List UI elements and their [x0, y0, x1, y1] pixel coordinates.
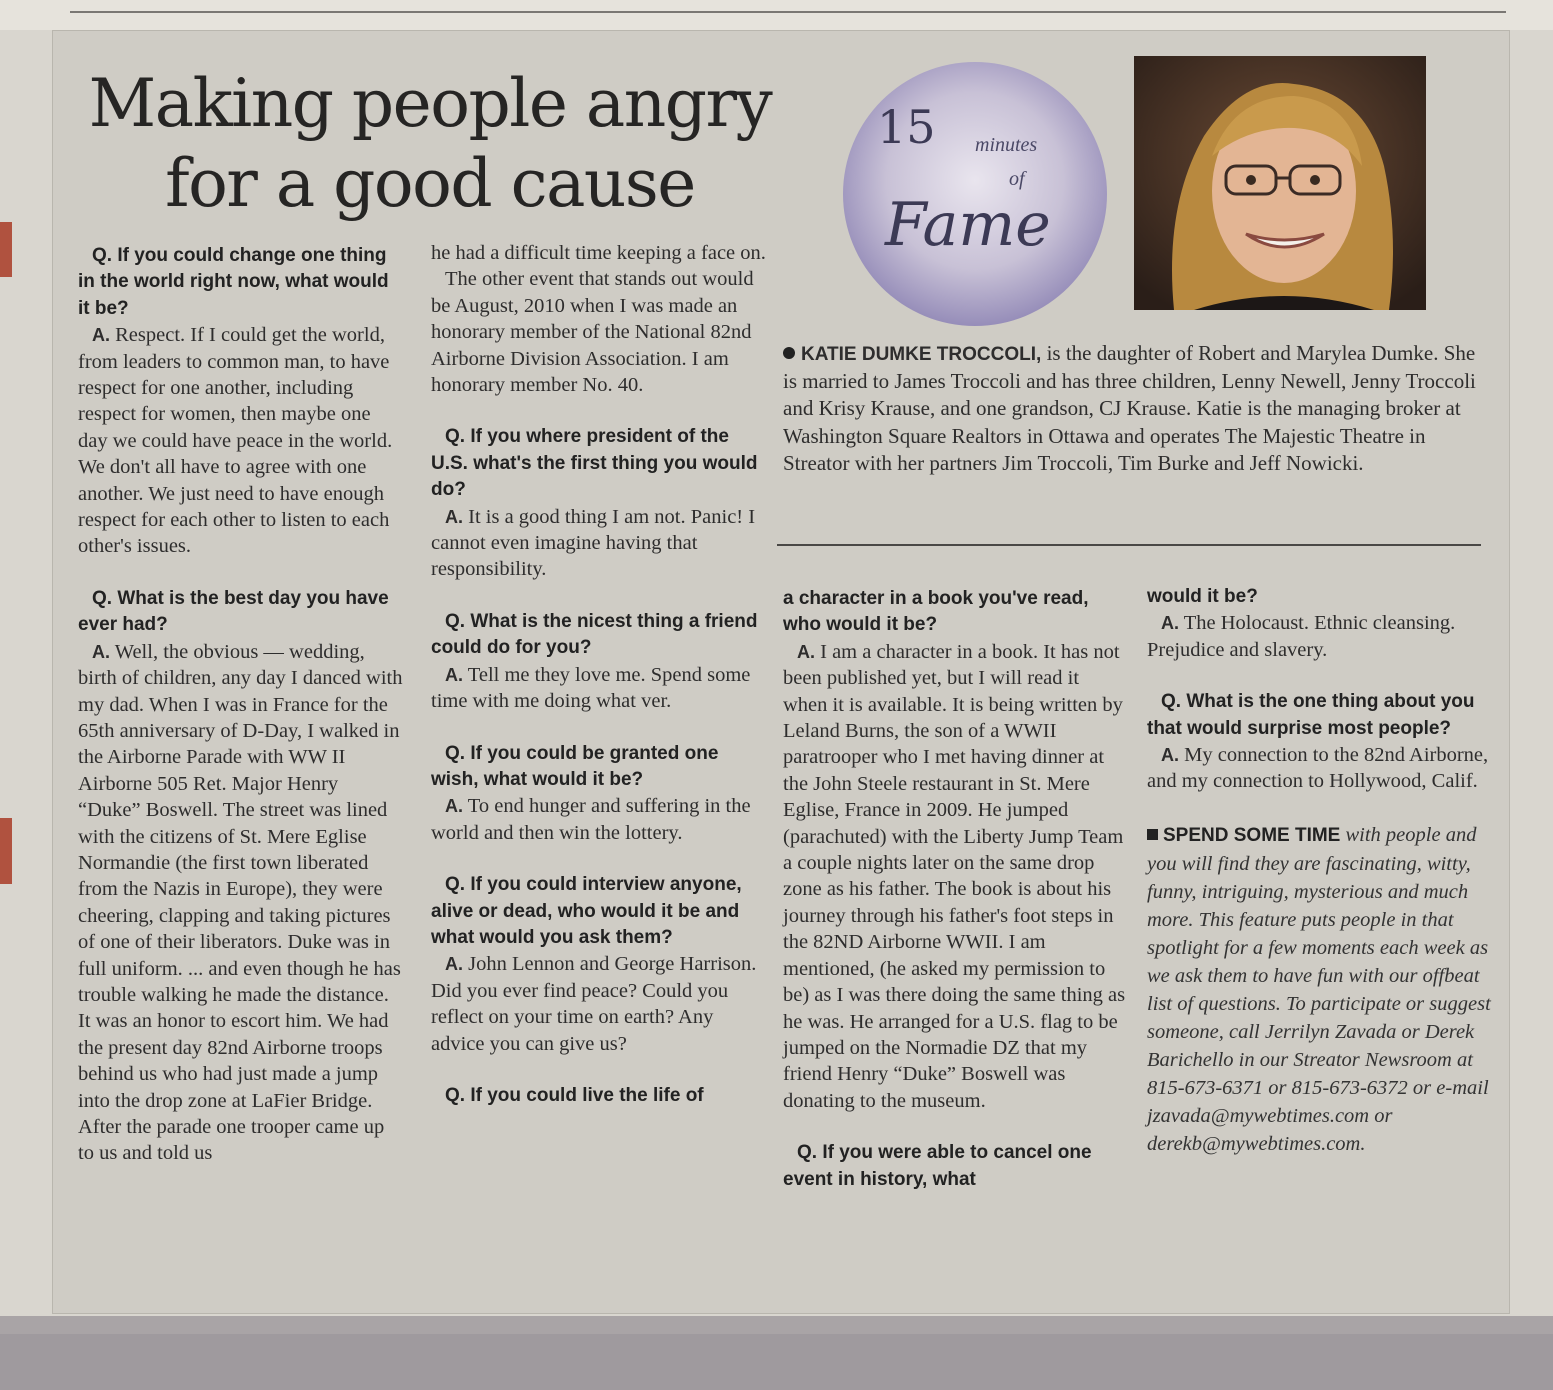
answer-label: A. — [1161, 613, 1179, 634]
answer-label: A. — [92, 325, 110, 346]
headline-line-2: for a good cause — [165, 145, 695, 222]
answer — [431, 793, 766, 846]
answer-label: A. — [92, 641, 110, 662]
portrait-photo — [1134, 56, 1426, 310]
column-4 — [1147, 584, 1492, 1158]
bio-text: is the daughter of Robert and Marylea Dumke. She is married to James Troccoli and has three children, Lenny Newell, Jenny Troccoli and Krisy Krause, and one grandson, CJ Krause. Katie is the managing broker at Washington Square Realtors in Ottawa and operates The Majestic Theatre in Streator with her partners Jim Troccoli, Tim Burke and Jeff Nowicki. — [783, 341, 1476, 475]
feature-blurb-lead: SPEND SOME TIME — [1163, 824, 1341, 846]
feature-blurb — [1147, 821, 1492, 1158]
fame-minutes: minutes — [975, 134, 1038, 156]
spacer — [431, 715, 766, 741]
answer-text: It is a good thing I am not. Panic! I cannot even imagine having that responsibility. — [431, 505, 756, 581]
question: Q. If you could interview anyone, alive or dead, who would it be and what would you ask them? — [431, 874, 742, 948]
bio-name: KATIE DUMKE TROCCOLI, — [801, 344, 1042, 365]
answer — [431, 662, 766, 715]
spacer — [431, 583, 766, 609]
spacer — [431, 1057, 766, 1083]
question-continuation: a character in a book you've read, who would it be? — [783, 588, 1089, 636]
previous-article-strip — [0, 0, 1553, 30]
answer-text: John Lennon and George Harrison. Did you ever find peace? Could you reflect on your time on earth? Any advice you can give us? — [431, 953, 757, 1055]
question: Q. If you could live the life of — [445, 1084, 704, 1106]
answer-text: Tell me they love me. Spend some time with me doing what ver. — [431, 663, 751, 713]
answer-continuation: he had a difficult time keeping a face on. — [431, 242, 766, 264]
question: Q. What is the best day you have ever had? — [78, 587, 389, 636]
answer-label: A. — [445, 506, 463, 527]
question: Q. If you could change one thing in the world right now, what would it be? — [78, 245, 389, 319]
question: Q. If you could be granted one wish, what would it be? — [431, 742, 719, 790]
question: Q. If you where president of the U.S. what's the first thing you would do? — [431, 426, 758, 501]
answer-text: The Holocaust. Ethnic cleansing. Prejudice and slavery. — [1147, 612, 1456, 661]
fame-number: 15 — [877, 100, 936, 154]
top-divider — [70, 11, 1506, 13]
spacer — [78, 560, 403, 586]
portrait-image — [1134, 56, 1426, 310]
answer — [1147, 610, 1492, 663]
page-bottom-band — [0, 1316, 1553, 1390]
answer-label: A. — [797, 641, 815, 662]
question: Q. If you were able to cancel one event in history, what — [783, 1142, 1092, 1190]
answer — [783, 639, 1128, 1114]
headline — [80, 64, 780, 224]
question-continuation: would it be? — [1147, 586, 1258, 607]
answer-text: To end hunger and suffering in the world and then win the lottery. — [431, 795, 751, 844]
column-3 — [783, 586, 1128, 1193]
fame-of: of — [1009, 168, 1025, 190]
answer-label: A. — [1161, 745, 1179, 766]
answer-text: My connection to the 82nd Airborne, and my connection to Hollywood, Calif. — [1147, 744, 1489, 793]
answer — [431, 951, 766, 1057]
answer — [78, 639, 403, 1167]
column-2 — [431, 240, 766, 1109]
answer — [1147, 742, 1492, 795]
bio-divider — [777, 544, 1481, 546]
spacer — [783, 1114, 1128, 1140]
fame-word: Fame — [885, 190, 1051, 260]
answer-label: A. — [445, 954, 463, 975]
feature-blurb-text: with people and you will find they are fascinating, witty, funny, intriguing, mysterious and much more. This feature puts people in that spotlight for a few moments each week as we ask them to have fun with our offbeat list of questions. To participate or suggest someone, call Jerrilyn Zavada or Derek Barichello in our Streator Newsroom at 815-673-6371 or 815-673-6372 or e-mail jzavada@mywebtimes.com or derekb@mywebtimes.com. — [1147, 823, 1491, 1155]
bullet-icon — [783, 347, 795, 359]
edge-mark — [0, 818, 12, 884]
column-1 — [78, 243, 403, 1167]
answer-label: A. — [445, 796, 463, 817]
answer-text: Respect. If I could get the world, from leaders to common man, to have respect for one another, including respect for women, then maybe one day we could have peace in the world. We don't all have to agree with one another. We just need to have enough respect for each other to listen to each other's issues. — [78, 324, 393, 558]
spacer — [431, 846, 766, 872]
square-bullet-icon — [1147, 829, 1158, 840]
answer-text: I am a character in a book. It has not been published yet, but I will read it when it is available. It is being written by Leland Burns, the son of a WWII paratrooper who I met having dinner at the John Steele restaurant in St. Mere Eglise, France in 2009. He jumped (parachuted) with the Liberty Jump Team a couple nights later on the same drop zone as his father. The book is about his journey through his father's foot steps in the 82ND Airborne WWII. I am mentioned, (he asked my permission to be) as I was there doing the same thing as he was. He arranged for a U.S. flag to be jumped on the Normadie DZ that my friend Henry “Duke” Boswell was donating to the museum. — [783, 640, 1126, 1112]
edge-mark — [0, 222, 12, 277]
answer — [78, 322, 403, 560]
answer-text: Well, the obvious — wedding, birth of children, any day I danced with my dad. When I was in France for the 65th anniversary of D-Day, I walked in the Airborne Parade with WW II Airborne 505 Ret. Major Henry “Duke” Boswell. The street was lined with the citizens of St. Mere Eglise Normandie (the first town liberated from the Nazis in Europe), they were cheering, clapping and taking pictures of one of their liberators. Duke was in full uniform. ... and even though he has trouble walking he made the distance. It was an honor to escort him. We had the present day 82nd Airborne troops behind us who had just made a jump into the drop zone at LaFier Bridge. After the parade one trooper came up to us and told us — [78, 640, 403, 1165]
question: Q. What is the nicest thing a friend could do for you? — [431, 610, 758, 659]
answer-label: A. — [445, 664, 463, 685]
page-bottom-stripe — [0, 1334, 1553, 1390]
bio-paragraph — [783, 340, 1483, 477]
answer — [431, 504, 766, 583]
headline-line-1: Making people angry — [88, 65, 772, 142]
spacer — [431, 398, 766, 424]
question: Q. What is the one thing about you that would surprise most people? — [1147, 691, 1475, 739]
answer-paragraph: The other event that stands out would be August, 2010 when I was made an honorary member of the National 82nd Airborne Division Association. I am honorary member No. 40. — [431, 268, 754, 397]
spacer — [1147, 795, 1492, 821]
fifteen-minutes-of-fame-logo — [843, 62, 1107, 326]
spacer — [1147, 663, 1492, 689]
